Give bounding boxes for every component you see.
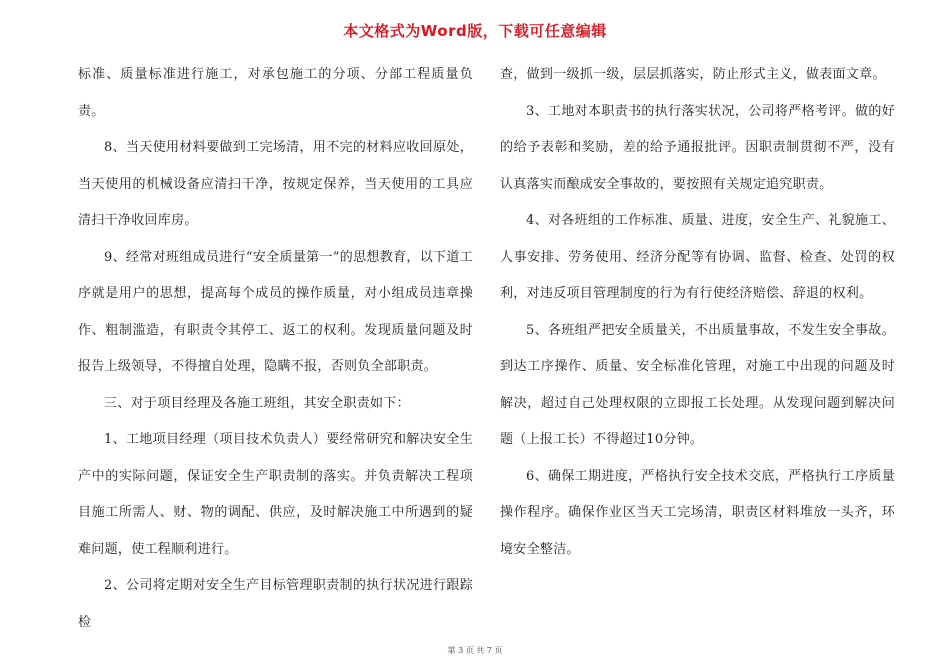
paragraph: 6、确保工期进度，严格执行安全技术交底，严格执行工序质量操作程序。确保作业区当天工完场清，职责区材料堆放一头齐，环境安全整洁。 <box>500 468 895 557</box>
paragraph: 9、经常对班组成员进行“安全质量第一”的思想教育，以下道工序就是用户的思想，提高每个成员的操作质量，对小组成员违章操作、粗制滥造，有职责令其停工、返工的权利。发现质量问题及时报告上级领导，不得擅自处理，隐瞒不报，否则负全部职责。 <box>78 249 473 374</box>
paragraph: 1、工地项目经理（项目技术负责人）要经常研究和解决安全生产中的实际问题，保证安全生产职责制的落实。并负责解决工程项目施工所需人、财、物的调配、供应，及时解决施工中所遇到的疑难问题，使工程顺利进行。 <box>78 432 473 557</box>
left-column <box>78 57 473 641</box>
document-banner: 本文格式为Word版，下载可任意编辑 <box>343 22 607 40</box>
right-column <box>500 57 895 568</box>
paragraph: 2、公司将定期对安全生产目标管理职责制的执行状况进行跟踪检 <box>78 578 473 630</box>
paragraph: 三、对于项目经理及各施工班组，其安全职责如下： <box>104 395 410 411</box>
paragraph: 查，做到一级抓一级，层层抓落实，防止形式主义，做表面文章。 <box>500 67 886 82</box>
paragraph: 3、工地对本职责书的执行落实状况，公司将严格考评。做的好的给予表彰和奖励，差的给予通报批评。因职责制贯彻不严，没有认真落实而酿成安全事故的，要按照有关规定追究职责。 <box>500 103 895 192</box>
paragraph: 8、当天使用材料要做到工完场清，用不完的材料应收回原处，当天使用的机械设备应清扫干净，按规定保养，当天使用的工具应清扫干净收回库房。 <box>78 140 473 228</box>
paragraph: 5、各班组严把安全质量关，不出质量事故，不发生安全事故。到达工序操作、质量、安全标准化管理，对施工中出现的问题及时解决，超过自己处理权限的立即报工长处理。从发现问题到解决问题（上报工长）不得超过10分钟。 <box>500 322 895 447</box>
paragraph: 标准、质量标准进行施工，对承包施工的分项、分部工程质量负责。 <box>78 67 473 119</box>
paragraph: 4、对各班组的工作标准、质量、进度，安全生产、礼貌施工、人事安排、劳务使用、经济分配等有协调、监督、检查、处罚的权利，对违反项目管理制度的行为有行使经济赔偿、辞退的权利。 <box>500 213 895 301</box>
page-footer: 第 3 页 共 7 页 <box>447 646 503 655</box>
